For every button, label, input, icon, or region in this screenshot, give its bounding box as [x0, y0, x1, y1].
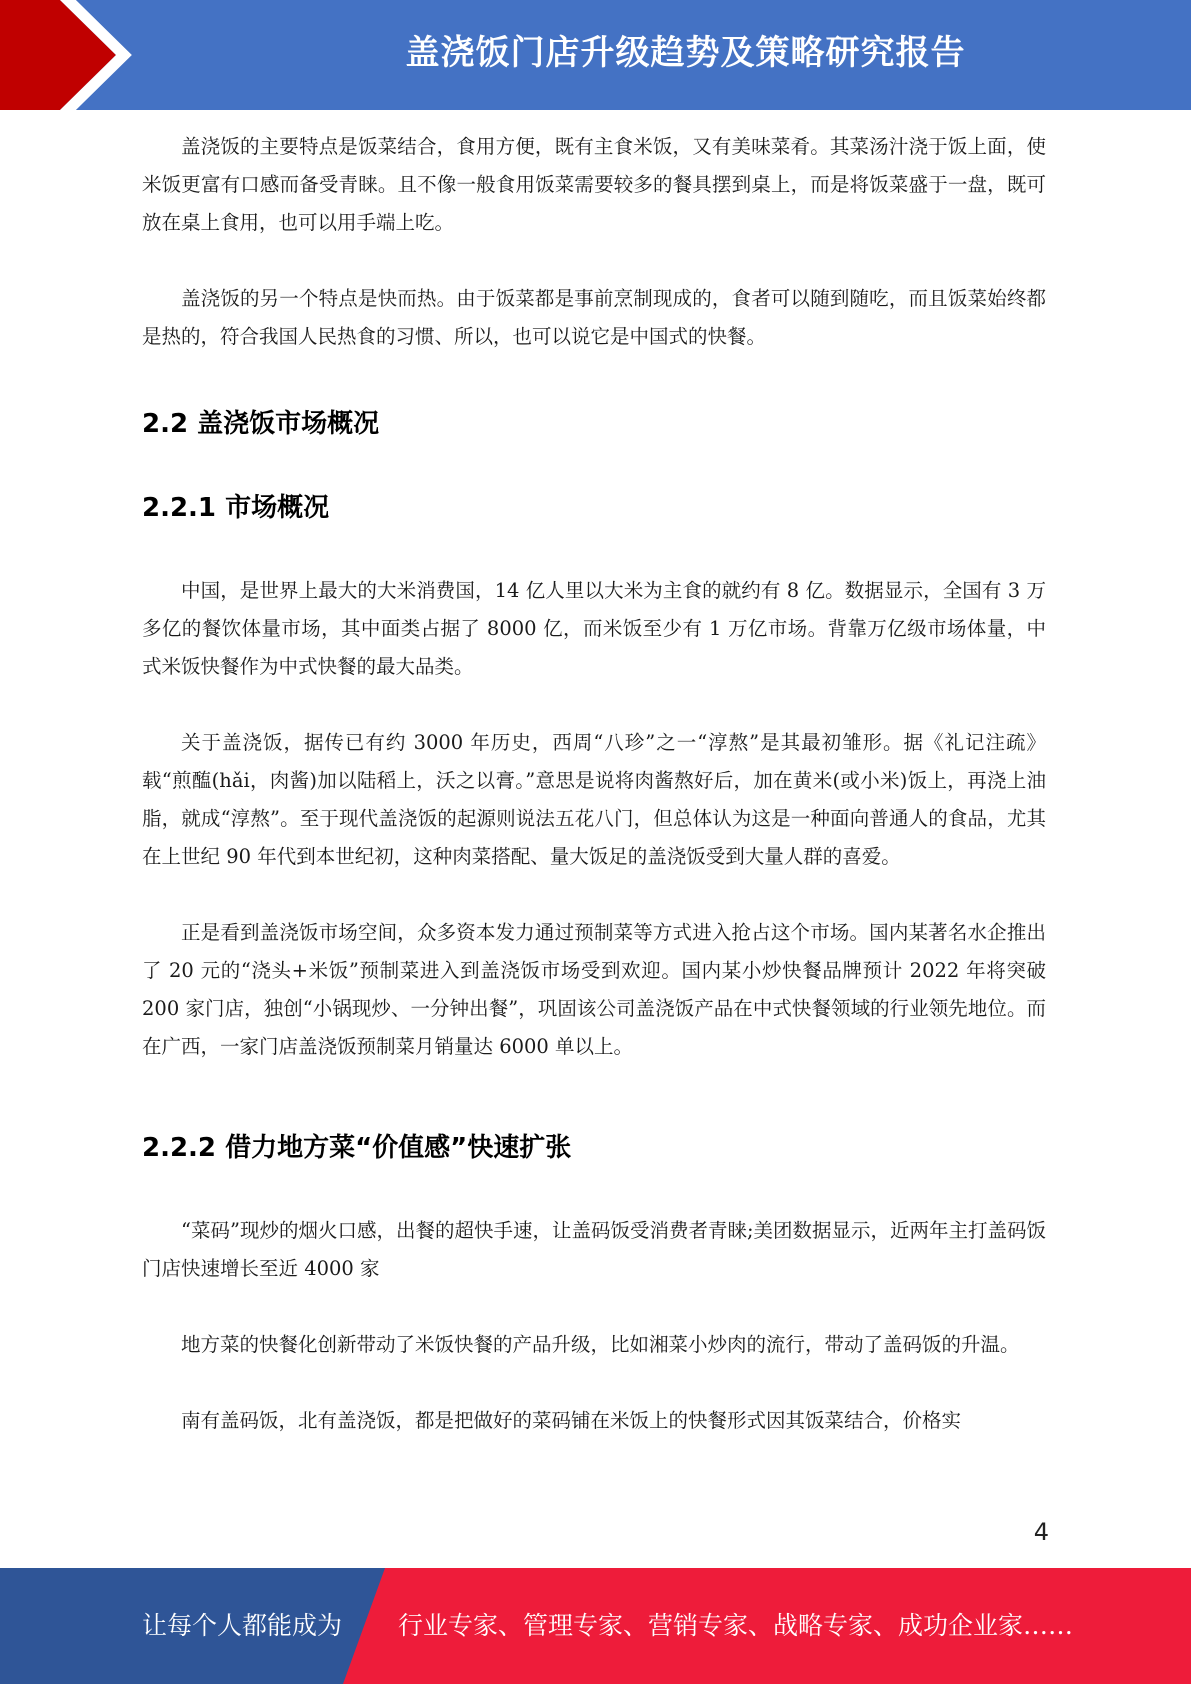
paragraph: 中国，是世界上最大的大米消费国，14 亿人里以大米为主食的就约有 8 亿。数据显示，全国有 3 万多亿的餐饮体量市场，其中面类占据了 8000 亿，而米饭至少有 1 万亿市场。背靠万亿级市场体量，中式米饭快餐作为中式快餐的最大品类。 [142, 579, 1046, 678]
paragraph: 盖浇饭的另一个特点是快而热。由于饭菜都是事前烹制现成的，食者可以随到随吃，而且饭菜始终都是热的，符合我国人民热食的习惯、所以，也可以说它是中国式的快餐。 [142, 287, 1046, 348]
section-heading: 2.2 盖浇饭市场概况 [142, 409, 380, 439]
paragraph: “菜码”现炒的烟火口感，出餐的超快手速，让盖码饭受消费者青睐;美团数据显示，近两年主打盖码饭门店快速增长至近 4000 家 [142, 1219, 1047, 1280]
document-body [142, 128, 1046, 1440]
footer-slogan-right: 行业专家、管理专家、营销专家、战略专家、成功企业家…… [398, 1611, 1074, 1640]
paragraph: 地方菜的快餐化创新带动了米饭快餐的产品升级，比如湘菜小炒肉的流行，带动了盖码饭的升温。 [181, 1333, 1020, 1356]
page-footer [0, 1568, 1191, 1684]
paragraph: 南有盖码饭，北有盖浇饭，都是把做好的菜码铺在米饭上的快餐形式因其饭菜结合，价格实 [181, 1409, 962, 1432]
paragraph: 关于盖浇饭，据传已有约 3000 年历史，西周“八珍”之一“淳熬”是其最初雏形。据《礼记注疏》载“煎醢(hǎi，肉酱)加以陆稻上，沃之以膏。”意思是说将肉酱熬好后，加在黄米(或小米)饭上，再浇上油脂，就成“淳熬”。至于现代盖浇饭的起源则说法五花八门，但总体认为这是一种面向普通人的食品，尤其在上世纪 90 年代到本世纪初，这种肉菜搭配、量大饭足的盖浇饭受到大量人群的喜爱。 [142, 731, 1046, 868]
report-title: 盖浇饭门店升级趋势及策略研究报告 [405, 33, 966, 73]
page-header [0, 0, 1191, 110]
subsection-heading: 2.2.2 借力地方菜“价值感”快速扩张 [142, 1133, 572, 1163]
header-corner-arrow-graphic [0, 0, 160, 110]
paragraph: 盖浇饭的主要特点是饭菜结合，食用方便，既有主食米饭，又有美味菜肴。其菜汤汁浇于饭上面，使米饭更富有口感而备受青睐。且不像一般食用饭菜需要较多的餐具摆到桌上，而是将饭菜盛于一盘，既可放在桌上食用，也可以用手端上吃。 [142, 135, 1046, 234]
subsection-heading: 2.2.1 市场概况 [142, 493, 330, 523]
paragraph: 正是看到盖浇饭市场空间，众多资本发力通过预制菜等方式进入抢占这个市场。国内某著名水企推出了 20 元的“浇头+米饭”预制菜进入到盖浇饭市场受到欢迎。国内某小炒快餐品牌预计 2022 年将突破 200 家门店，独创“小锅现炒、一分钟出餐”，巩固该公司盖浇饭产品在中式快餐领域的行业领先地位。而在广西，一家门店盖浇饭预制菜月销量达 6000 单以上。 [142, 921, 1046, 1058]
footer-slogan-left: 让每个人都能成为 [142, 1611, 343, 1640]
page-number: 4 [1033, 1518, 1049, 1546]
